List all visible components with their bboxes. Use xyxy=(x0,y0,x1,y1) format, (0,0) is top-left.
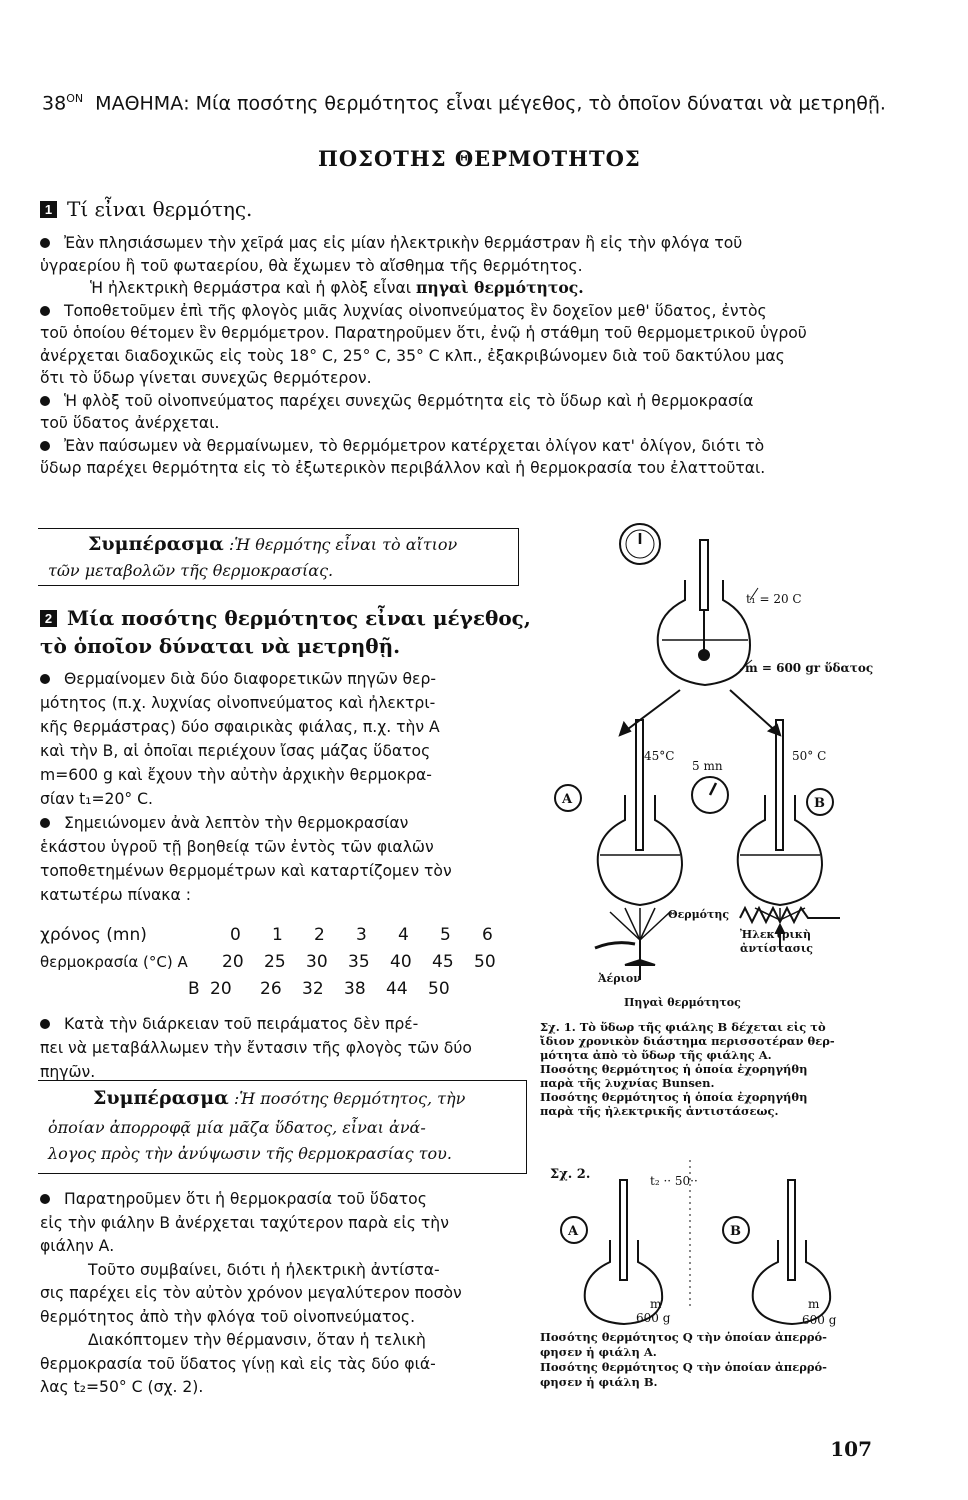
fig1-cap-4: Ποσότης θερμότητος ἡ ὁποία ἐχορηγήθη xyxy=(540,1062,808,1076)
fig1-resistor-1: Ἠλεκτρικὴ xyxy=(740,928,812,941)
table-time-3: 3 xyxy=(356,925,367,945)
temperature-table xyxy=(40,922,540,1002)
s2-line-4: καὶ τὴν Β, αἱ ὁποῖαι περιέχουν ἴσας μάζας ὕδατος xyxy=(40,742,431,760)
fp-line-3: φιάλην Α. xyxy=(40,1237,115,1255)
table-b-0: 20 xyxy=(210,979,232,999)
pat-line-1: Κατὰ τὴν διάρκειαν τοῦ πειράματος δὲν πρέ- xyxy=(64,1015,419,1033)
fig1-label-b: B xyxy=(814,796,825,811)
figure-2-diagram xyxy=(540,1150,900,1330)
s1-line-11: Ἐὰν παύσωμεν νὰ θερμαίνωμεν, τὸ θερμόμετρον κατέρχεται ὀλίγον κατ' ὀλίγον, διότι τὸ xyxy=(64,436,765,455)
fp-line-5: σις παρέχει εἰς τὸν αὐτὸν χρόνον μεγαλύτερον ποσὸν xyxy=(40,1284,462,1302)
section-2-heading xyxy=(40,604,531,660)
table-b-label: Β xyxy=(188,979,200,999)
s2-line-3: κῆς θερμάστρας) δύο σφαιρικὰς φιάλας, π.χ. τὴν Α xyxy=(40,718,440,736)
fp-line-4: Τοῦτο συμβαίνει, διότι ἡ ἠλεκτρικὴ ἀντίστα- xyxy=(88,1260,440,1279)
s1-line-8: ὅτι τὸ ὕδωρ γίνεται συνεχῶς θερμότερον. xyxy=(40,369,372,387)
fig2-thermometer-a xyxy=(620,1180,627,1280)
s1-line-10: τοῦ ὕδατος ἀνέρχεται. xyxy=(40,414,220,432)
table-b-2: 32 xyxy=(302,979,324,999)
fig1-cap-1: Σχ. 1. Τὸ ὕδωρ τῆς φιάλης Β δέχεται εἰς τὸ xyxy=(540,1020,826,1034)
section-2-body xyxy=(40,667,530,907)
fig1-resistor-2: ἀντίστασις xyxy=(740,942,813,955)
fp-line-6: θερμότητος ἀπὸ τὴν φλόγα τοῦ οἰνοπνεύματος. xyxy=(40,1307,416,1326)
fig1-mass: m = 600 gr ὕδατος xyxy=(745,661,874,675)
page-title: ΠΟΣΟΤΗΣ ΘΕΡΜΟΤΗΤΟΣ xyxy=(318,146,641,171)
bullet xyxy=(40,818,50,828)
table-a-3: 35 xyxy=(348,952,370,972)
table-time-label: χρόνος (mn) xyxy=(40,925,147,945)
bullet xyxy=(40,674,50,684)
fp-line-9: λας t₂=50° C (σχ. 2). xyxy=(40,1378,204,1396)
table-a-6: 50 xyxy=(474,952,496,972)
table-b-5: 50 xyxy=(428,979,450,999)
fig1-cap-5: παρὰ τῆς λυχνίας Bunsen. xyxy=(540,1076,715,1090)
fig2-thermometer-b xyxy=(788,1180,795,1280)
fig2-label: Σχ. 2. xyxy=(550,1167,591,1182)
fig1-cap-6: Ποσότης θερμότητος ἡ ὁποία ἐχορηγήθη xyxy=(540,1090,808,1104)
s1-line-1: Ἐὰν πλησιάσωμεν τὴν χεῖρά μας εἰς μίαν ἠλεκτρικὴν θερμάστραν ἢ εἰς τὴν φλόγα τοῦ xyxy=(64,234,743,252)
conclusion-1-label: Συμπέρασμα xyxy=(88,533,224,555)
section-2-number: 2 xyxy=(40,610,57,627)
conclusion-1-text-2: τῶν μεταβολῶν τῆς θερμοκρασίας. xyxy=(48,561,334,580)
fp-line-8: θερμοκρασία τοῦ ὕδατος γίνῃ καὶ εἰς τὰς δύο φιά- xyxy=(40,1354,436,1373)
fig1-gas: Ἀέριον xyxy=(598,972,641,985)
section-1-heading xyxy=(40,197,252,221)
table-time-6: 6 xyxy=(482,925,493,945)
paragraph-after-table xyxy=(40,1012,530,1084)
fig2-cap-2: φησεν ἡ φιάλη Α. xyxy=(540,1345,657,1359)
s2-line-7: Σημειώνομεν ἀνὰ λεπτὸν τὴν θερμοκρασίαν xyxy=(64,814,409,832)
fp-line-7: Διακόπτομεν τὴν θέρμανσιν, ὅταν ἡ τελικὴ xyxy=(88,1331,426,1349)
table-temp-a-label: θερμοκρασία (°C) Α xyxy=(40,953,188,971)
pat-line-3: πηγῶν. xyxy=(40,1063,96,1081)
table-b-1: 26 xyxy=(260,979,282,999)
section-1-number: 1 xyxy=(40,201,57,218)
table-time-0: 0 xyxy=(230,925,241,945)
top-thermometer xyxy=(700,540,708,610)
section-1-title: Τί εἶναι θερμότης. xyxy=(67,197,253,221)
fig2-m-a: m xyxy=(650,1297,662,1311)
section-2-title-1: Μία ποσότης θερμότητος εἶναι μέγεθος, xyxy=(67,606,531,630)
fig2-cap-4: φησεν ἡ φιάλη Β. xyxy=(540,1375,658,1389)
thermometer-a xyxy=(636,720,643,850)
fig1-cap-2: ἴδιον χρονικὸν διάστημα περισσοτέραν θερ- xyxy=(540,1034,835,1048)
bullet xyxy=(40,306,50,316)
table-b-3: 38 xyxy=(344,979,366,999)
s2-line-1: Θερμαίνομεν διὰ δύο διαφορετικῶν πηγῶν θερ- xyxy=(64,670,437,688)
conclusion-2-box xyxy=(38,1080,527,1174)
fig2-t2: t₂ ·· 50·· xyxy=(650,1174,698,1188)
s2-line-10: κατωτέρω πίνακα : xyxy=(40,886,191,904)
lesson-number: 38 xyxy=(42,92,67,115)
fig2-cap-1: Ποσότης θερμότητος Q τὴν ὁποίαν ἀπερρό- xyxy=(540,1330,827,1344)
fig2-m-b: m xyxy=(808,1297,820,1311)
s2-line-5: m=600 g καὶ ἔχουν τὴν αὐτὴν ἀρχικὴν θερμοκρα- xyxy=(40,766,432,784)
table-a-0: 20 xyxy=(222,952,244,972)
s1-line-6: τοῦ ὁποίου θέτομεν ἓν θερμόμετρον. Παρατηροῦμεν ὅτι, ἐνῷ ἡ στάθμη τοῦ θερμομετρικοῦ ὑγροῦ xyxy=(40,324,807,342)
lesson-header xyxy=(42,92,886,114)
bullet xyxy=(40,1194,50,1204)
figure-1-caption xyxy=(540,1020,900,1118)
fig1-cap-3: μότητα ἀπὸ τὸ ὕδωρ τῆς φιάλης Α. xyxy=(540,1048,772,1062)
fig1-time: 5 mn xyxy=(692,759,723,773)
conclusion-1-text-1: :Ἡ θερμότης εἶναι τὸ αἴτιον xyxy=(228,535,458,554)
fp-line-2: εἰς τὴν φιάλην Β ἀνέρχεται ταχύτερον παρὰ εἰς τὴν xyxy=(40,1213,449,1232)
s1-line-7: ἀνέρχεται διαδοχικῶς εἰς τοὺς 18° C, 25° C, 35° C κλπ., ἐξακριβώνομεν διὰ τοῦ δακτύλου μας xyxy=(40,346,785,365)
conclusion-2-line-2: ὁποίαν ἀπορροφᾷ μία μᾶζα ὕδατος, εἶναι ἀνά- xyxy=(48,1118,426,1137)
table-b-4: 44 xyxy=(386,979,408,999)
table-a-5: 45 xyxy=(432,952,454,972)
fig1-sources: Πηγαὶ θερμότητος xyxy=(624,996,741,1009)
s2-line-8: ἑκάστου ὑγροῦ τῇ βοηθείᾳ τῶν ἐντὸς τῶν φιαλῶν xyxy=(40,838,434,856)
conclusion-2-line-1: :Ἡ ποσότης θερμότητος, τὴν xyxy=(233,1089,466,1108)
fig2-label-a: A xyxy=(568,1224,579,1239)
fig1-temp-b: 50° C xyxy=(792,749,827,763)
fig1-heat: Θερμότης xyxy=(668,908,730,921)
fig1-t1: t₁ = 20 C xyxy=(746,592,802,606)
fig1-temp-a: 45°C xyxy=(644,749,675,763)
fig2-cap-3: Ποσότης θερμότητος Q τὴν ὁποίαν ἀπερρό- xyxy=(540,1360,827,1374)
pat-line-2: πει νὰ μεταβάλλωμεν τὴν ἔντασιν τῆς φλογὸς τῶν δύο xyxy=(40,1039,472,1057)
resistor-icon xyxy=(740,908,840,922)
page-number: 107 xyxy=(830,1437,872,1461)
section-2-title-2: τὸ ὁποῖον δύναται νὰ μετρηθῇ. xyxy=(40,634,401,658)
section-1-body xyxy=(40,232,900,480)
fig1-label-a: A xyxy=(562,792,573,807)
fig1-cap-7: παρὰ τῆς ἠλεκτρικῆς ἀντιστάσεως. xyxy=(540,1104,779,1118)
lesson-title: ΜΑΘΗΜΑ: Μία ποσότης θερμότητος εἶναι μέγεθος, τὸ ὁποῖον δύναται νὰ μετρηθῇ. xyxy=(95,92,886,115)
s2-line-6: σίαν t₁=20° C. xyxy=(40,790,153,808)
s1-line-12: ὕδωρ παρέχει θερμότητα εἰς τὸ ἐξωτερικὸν περιβάλλον καὶ ἡ θερμοκρασία του ἐλαττοῦται. xyxy=(40,459,766,477)
fp-line-1: Παρατηροῦμεν ὅτι ἡ θερμοκρασία τοῦ ὕδατος xyxy=(64,1190,427,1208)
s2-line-9: τοποθετημένων θερμομέτρων καὶ καταρτίζομεν τὸν xyxy=(40,862,452,880)
bullet xyxy=(40,396,50,406)
s1-line-5: Τοποθετοῦμεν ἐπὶ τῆς φλογὸς μιᾶς λυχνίας οἰνοπνεύματος ἓν δοχεῖον μεθ' ὕδατος, ἐντὸς xyxy=(64,301,767,320)
conclusion-1-box xyxy=(38,528,519,586)
bullet xyxy=(40,441,50,451)
s1-line-3-bold: πηγαὶ θερμότητος. xyxy=(415,278,584,297)
conclusion-2-line-3: λογος πρὸς τὴν ἀνύψωσιν τῆς θερμοκρασίας του. xyxy=(48,1144,452,1163)
s2-line-2: μότητος (π.χ. λυχνίας οἰνοπνεύματος καὶ ἠλεκτρι- xyxy=(40,694,436,712)
figure-2-caption xyxy=(540,1330,900,1390)
figure-1-diagram xyxy=(540,520,900,1020)
s1-line-2: ὑγραερίου ἢ τοῦ φωταερίου, θὰ ἔχωμεν τὸ αἴσθημα τῆς θερμότητος. xyxy=(40,256,583,275)
lesson-number-suffix: ΟΝ xyxy=(66,92,84,105)
fig2-flask-b xyxy=(753,1240,830,1324)
table-time-5: 5 xyxy=(440,925,451,945)
thermometer-b xyxy=(776,720,783,850)
s1-line-3: Ἡ ἠλεκτρικὴ θερμάστρα καὶ ἡ φλὸξ εἶναι xyxy=(90,279,412,297)
table-a-4: 40 xyxy=(390,952,412,972)
table-a-1: 25 xyxy=(264,952,286,972)
fig2-mass-b: 600 g xyxy=(802,1313,837,1327)
table-time-1: 1 xyxy=(272,925,283,945)
fig2-label-b: B xyxy=(730,1224,741,1239)
table-time-2: 2 xyxy=(314,925,325,945)
final-paragraphs xyxy=(40,1188,530,1400)
conclusion-2-label: Συμπέρασμα xyxy=(93,1087,229,1109)
fig2-mass-a: 600 g xyxy=(636,1311,671,1325)
table-a-2: 30 xyxy=(306,952,328,972)
bullet xyxy=(40,238,50,248)
bullet xyxy=(40,1019,50,1029)
table-time-4: 4 xyxy=(398,925,409,945)
s1-line-9: Ἡ φλὸξ τοῦ οἰνοπνεύματος παρέχει συνεχῶς θερμότητα εἰς τὸ ὕδωρ καὶ ἡ θερμοκρασία xyxy=(64,391,754,410)
